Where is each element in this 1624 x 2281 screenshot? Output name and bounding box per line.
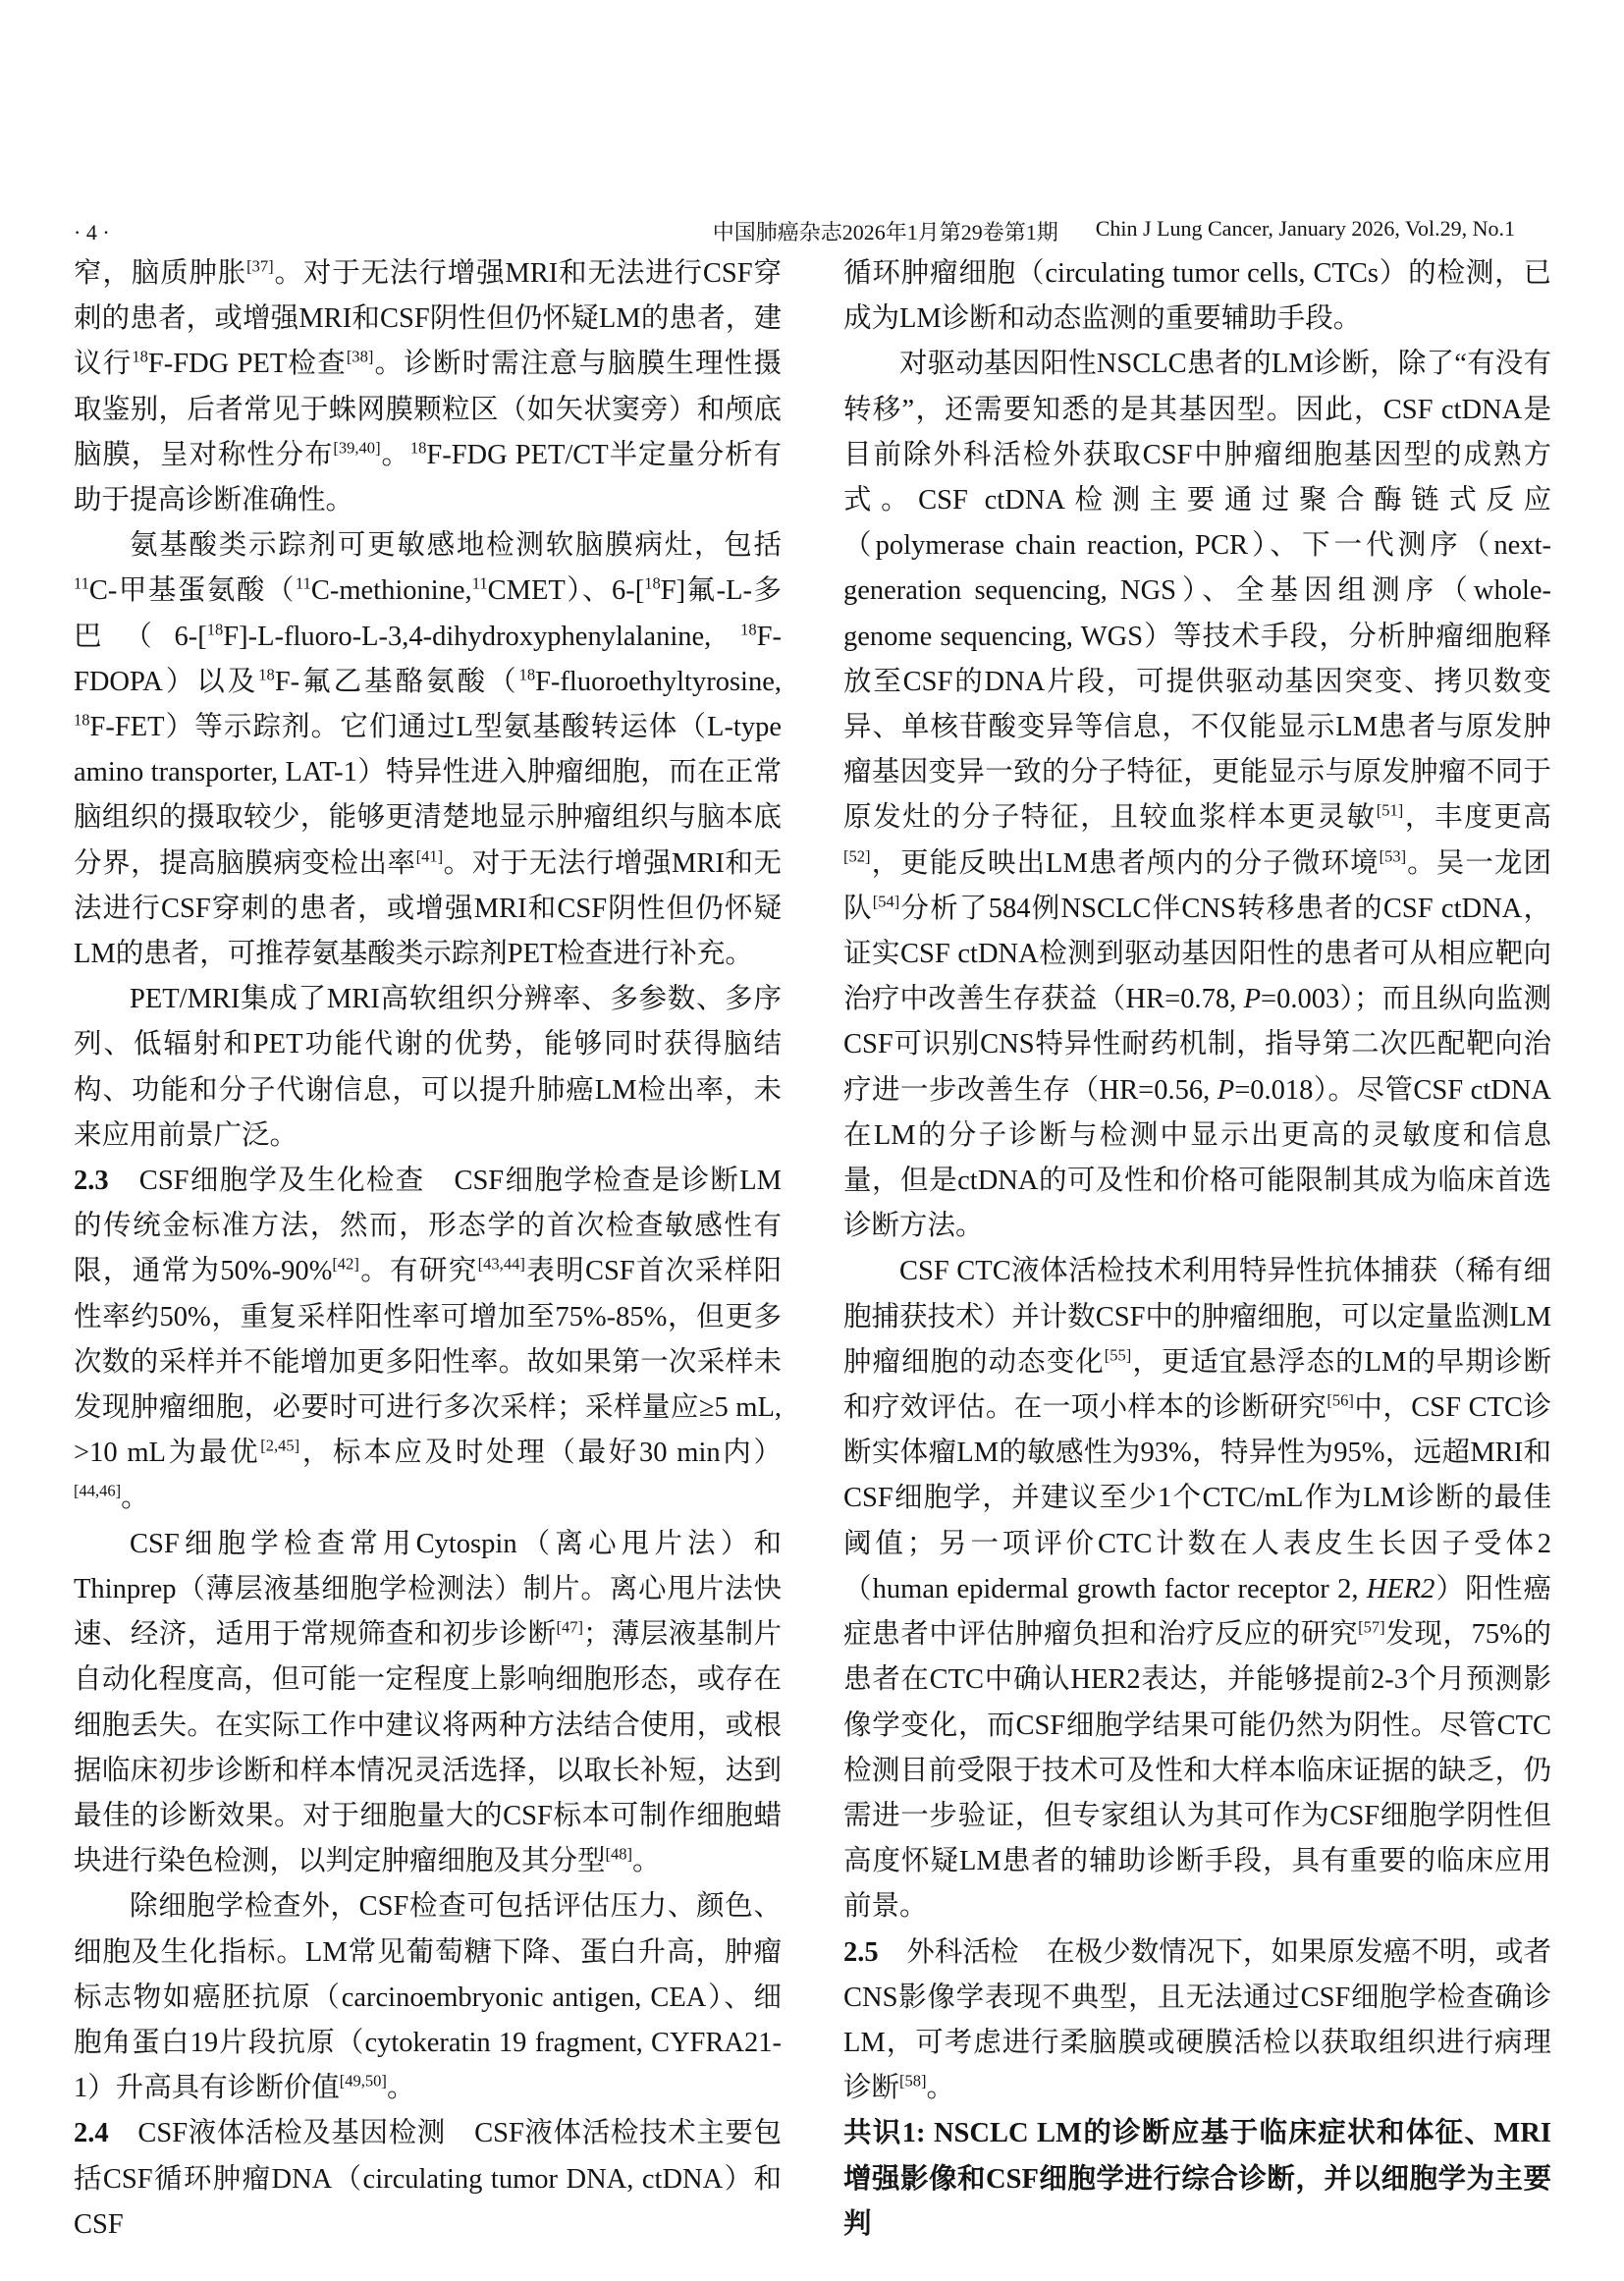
text-run: C-甲基蛋氨酸（ [88, 575, 296, 607]
para-cytospin-thinprep [74, 1522, 782, 1885]
para-pet-continued [74, 251, 782, 523]
para-amino-acid-tracers [74, 523, 782, 977]
text-run: HER2 [1366, 1573, 1435, 1604]
superscript: 18 [409, 438, 427, 458]
para-csf-ctc [843, 1249, 1551, 1929]
superscript: 18 [518, 665, 536, 684]
superscript: 18 [132, 347, 148, 366]
text-run: 。吴一龙团队 [843, 847, 1551, 924]
text-run: F]氟-L-多巴（6-[ [74, 575, 782, 652]
superscript: 11 [74, 573, 89, 593]
para-ctc-continued [843, 251, 1551, 342]
text-run: =0.018）。尽管CSF ctDNA在LM的分子诊断与检测中显示出更高的灵敏度和信息量，但是ctDNA的可及性和价格可能限制其成为临床首选诊断方法。 [843, 1074, 1551, 1242]
text-run: CMET）、6-[ [487, 575, 645, 607]
text-run: =0.003）；而且纵向监测CSF可识别CNS特异性耐药机制，指导第二次匹配靶向治疗进一步改善生存（HR=0.56, [843, 984, 1551, 1106]
right-column [843, 251, 1551, 2248]
text-run: 窄，脑质肿胀 [74, 258, 247, 289]
superscript: 11 [295, 573, 311, 593]
text-run: 。有研究 [358, 1256, 478, 1287]
superscript: [58] [899, 2071, 927, 2091]
superscript: [55] [1104, 1345, 1132, 1365]
text-run: F]-L-fluoro-L-3,4-dihydroxyphenylalanine, [223, 621, 741, 652]
superscript: [2,45] [260, 1436, 300, 1455]
text-run: ；薄层液基制片自动化程度高，但可能一定程度上影响细胞形态，或存在细胞丢失。在实际工作中建议将两种方法结合使用，或根据临床初步诊断和样本情况灵活选择，以取长补短，达到最佳的诊断效果。对于细胞量大的CSF标本可制作细胞蜡块进行染色检测，以判定肿瘤细胞及其分型 [74, 1619, 782, 1877]
text-run: 。 [926, 2073, 955, 2104]
superscript: 18 [258, 665, 275, 684]
superscript: [52] [843, 846, 871, 866]
superscript: [41] [415, 846, 444, 866]
text-run: CSF CTC液体活检技术利用特异性抗体捕获（稀有细胞捕获技术）并计数CSF中的肿瘤细胞，可以定量监测LM肿瘤细胞的动态变化 [843, 1256, 1551, 1378]
text-run: CSF细胞学及生化检查 CSF细胞学检查是诊断LM的传统金标准方法，然而，形态学的首次检查敏感性有限，通常为50%-90% [74, 1166, 782, 1287]
text-run: 发现，75%的患者在CTC中确认HER2表达，并能够提前2-3个月预测影像学变化，而CSF细胞学结果可能仍然为阴性。尽管CTC检测目前受限于技术可及性和大样本临床证据的缺乏，仍需进一步验证，但专家组认为其可作为CSF细胞学阴性但高度怀疑LM患者的辅助诊断手段，具有重要的临床应用前景。 [843, 1619, 1551, 1923]
text-run: F-FDG PET/CT半定量分析有助于提高诊断准确性。 [74, 439, 782, 516]
page-header [74, 216, 1515, 246]
journal-title-en: Chin J Lung Cancer, January 2026, Vol.29, No.1 [1095, 216, 1515, 241]
para-csf-biochemistry [74, 1884, 782, 2111]
text-run: 2.3 [74, 1166, 109, 1197]
para-csf-ctdna [843, 342, 1551, 1249]
text-run: C-methionine, [310, 575, 472, 607]
para-pet-mri [74, 977, 782, 1159]
text-run: 。 [121, 1483, 149, 1514]
text-run: 。 [380, 439, 410, 470]
text-run: 循环肿瘤细胞（circulating tumor cells, CTCs）的检测，已成为LM诊断和动态监测的重要辅助手段。 [843, 258, 1551, 335]
text-run: F-氟乙基酪氨酸（ [274, 666, 519, 697]
text-run: 分析了584例NSCLC伴CNS转移患者的CSF ctDNA，证实CSF ctDNA检测到驱动基因阳性的患者可从相应靶向治疗中改善生存获益（HR=0.78, [843, 893, 1551, 1015]
superscript: [43,44] [477, 1254, 525, 1274]
superscript: [38] [346, 347, 374, 366]
page-number: · 4 · [74, 220, 110, 244]
superscript: [53] [1379, 846, 1407, 866]
superscript: 18 [644, 573, 661, 593]
superscript: 11 [471, 573, 488, 593]
text-run: ，丰度更高 [1403, 802, 1551, 834]
text-run: 共识1: NSCLC LM的诊断应基于临床症状和体征、MRI增强影像和CSF细胞学进行综合诊断，并以细胞学为主要判 [843, 2118, 1551, 2240]
text-run: 外科活检 在极少数情况下，如果原发癌不明，或者CNS影像学表现不典型，且无法通过CSF细胞学检查确诊LM，可考虑进行柔脑膜或硬膜活检以获取组织进行病理诊断 [843, 1936, 1551, 2104]
para-consensus-1 [843, 2111, 1551, 2248]
text-run: 2.4 [74, 2118, 109, 2149]
superscript: 18 [206, 620, 224, 639]
text-run: P [1217, 1074, 1235, 1106]
running-head [713, 216, 1515, 246]
text-run: F-FDOPA）以及 [74, 621, 783, 697]
para-section-2-5-surgical-biopsy [843, 1930, 1551, 2112]
superscript: [39,40] [333, 438, 381, 458]
text-run: 中，CSF CTC诊断实体瘤LM的敏感性为93%，特异性为95%，远超MRI和CSF细胞学，并建议至少1个CTC/mL作为LM诊断的最佳阈值；另一项评价CTC计数在人表皮生长因子受体2（human epidermal growth factor receptor 2, [843, 1392, 1551, 1604]
text-run: 。 [632, 1846, 661, 1877]
para-section-2-3-csf-cytology [74, 1159, 782, 1522]
superscript: 18 [74, 710, 90, 730]
superscript: [49,50] [339, 2071, 387, 2091]
journal-title-cn: 中国肺癌杂志2026年1月第29卷第1期 [712, 220, 1058, 244]
superscript: [47] [556, 1617, 584, 1637]
text-run: F-fluoroethyltyrosine, [535, 666, 782, 697]
text-run: 2.5 [843, 1936, 879, 1968]
superscript: [37] [246, 256, 274, 276]
text-run: ，更能反映出LM患者颅内的分子微环境 [870, 847, 1380, 879]
superscript: [44,46] [74, 1481, 122, 1500]
superscript: [56] [1326, 1390, 1354, 1410]
superscript: [51] [1376, 800, 1404, 820]
text-run: 表明CSF首次采样阳性率约50%，重复采样阳性率可增加至75%-85%，但更多次数的采样并不能增加更多阳性率。故如果第一次采样未发现肿瘤细胞，必要时可进行多次采样；采样量应≥5 mL, >10 mL为最优 [74, 1256, 782, 1469]
text-run: P [1243, 984, 1262, 1015]
text-run: F-FET）等示踪剂。它们通过L型氨基酸转运体（L-type amino transporter, LAT-1）特异性进入肿瘤细胞，而在正常脑组织的摄取较少，能够更清楚地显示肿瘤组织与脑本底分界，提高脑膜病变检出率 [74, 712, 782, 879]
text-run: CSF液体活检及基因检测 CSF液体活检技术主要包括CSF循环肿瘤DNA（circulating tumor DNA, ctDNA）和CSF [74, 2118, 782, 2240]
text-run: ，标本应及时处理（最好30 min内） [299, 1438, 783, 1469]
superscript: [54] [872, 892, 900, 911]
text-run: 。对于无法行增强MRI和无法进行CSF穿刺的患者，或增强MRI和CSF阴性但仍怀疑LM的患者，可推荐氨基酸类示踪剂PET检查进行补充。 [74, 847, 782, 970]
text-run: 氨基酸类示踪剂可更敏感地检测软脑膜病灶，包括 [130, 530, 782, 562]
text-run: 。诊断时需注意与脑膜生理性摄取鉴别，后者常见于蛛网膜颗粒区（如矢状窦旁）和颅底脑膜，呈对称性分布 [74, 349, 782, 470]
text-run: CSF细胞学检查常用Cytospin（离心甩片法）和Thinprep（薄层液基细胞学检测法）制片。离心甩片法快速、经济，适用于常规筛查和初步诊断 [74, 1528, 782, 1651]
superscript: [42] [332, 1254, 359, 1274]
superscript: 18 [740, 620, 757, 639]
text-run: PET/MRI集成了MRI高软组织分辨率、多参数、多序列、低辐射和PET功能代谢的优势，能够同时获得脑结构、功能和分子代谢信息，可以提升肺癌LM检出率，未来应用前景广泛。 [74, 984, 782, 1151]
text-run: 对驱动基因阳性NSCLC患者的LM诊断，除了“有没有转移”，还需要知悉的是其基因型。因此，CSF ctDNA是目前除外科活检外获取CSF中肿瘤细胞基因型的成熟方式。CSF ctDNA检测主要通过聚合酶链式反应（polymerase chain reaction, PCR）、下一代测序（next-generation sequencing, NGS）、全基因组测序（whole-genome sequencing, WGS）等技术手段，分析肿瘤细胞释放至CSF的DNA片段，可提供驱动基因突变、拷贝数变异、单核苷酸变异等信息，不仅能显示LM患者与原发肿瘤基因变异一致的分子特征，更能显示与原发肿瘤不同于原发灶的分子特征，且较血浆样本更灵敏 [843, 349, 1551, 834]
superscript: [57] [1358, 1617, 1385, 1637]
text-run: ，更适宜悬浮态的LM的早期诊断和疗效评估。在一项小样本的诊断研究 [843, 1346, 1551, 1424]
text-run: 。 [386, 2073, 415, 2104]
text-run: F-FDG PET检查 [147, 349, 347, 380]
text-run: ）阳性癌症患者中评估肿瘤负担和治疗反应的研究 [843, 1573, 1551, 1651]
text-run: 。对于无法行增强MRI和无法进行CSF穿刺的患者，或增强MRI和CSF阴性但仍怀疑LM的患者，建议行 [74, 258, 782, 380]
text-run: 除细胞学检查外，CSF检查可包括评估压力、颜色、细胞及生化指标。LM常见葡萄糖下降、蛋白升高，肿瘤标志物如癌胚抗原（carcinoembryonic antigen, CEA）、细胞角蛋白19片段抗原（cytokeratin 19 fragment, CYFRA21-1）升高具有诊断价值 [74, 1891, 782, 2104]
para-section-2-4-liquid-biopsy [74, 2111, 782, 2248]
superscript: [48] [605, 1844, 633, 1864]
article-body [74, 251, 1551, 2248]
left-column [74, 251, 782, 2248]
